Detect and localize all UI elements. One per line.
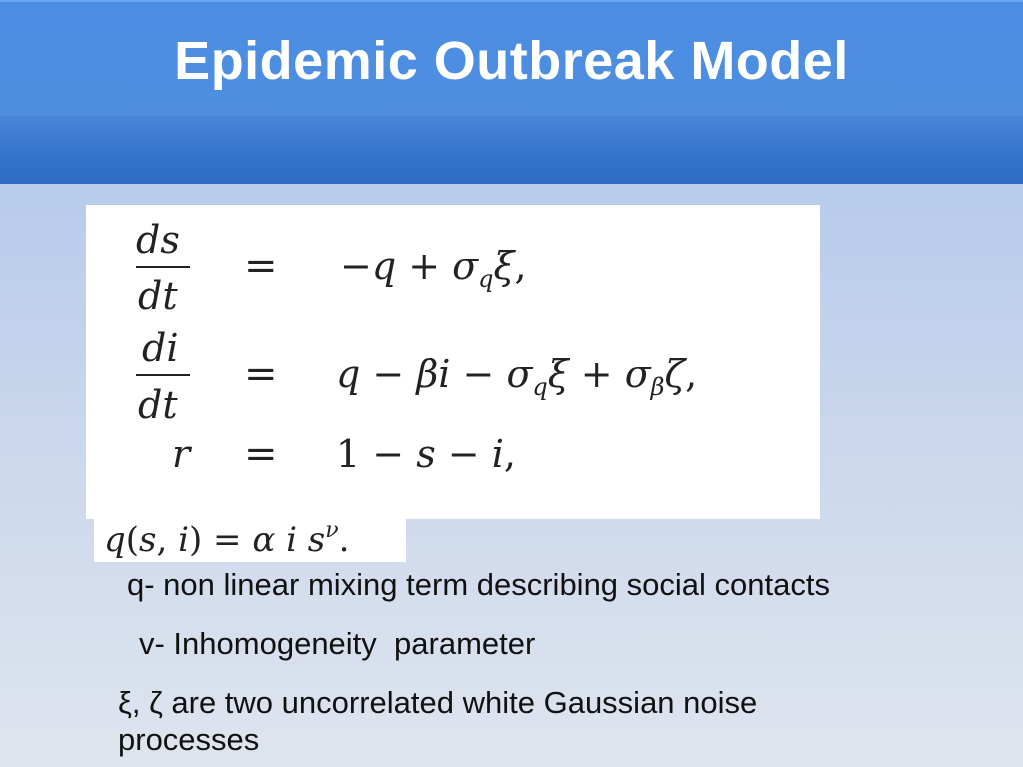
eq1-numerator: ds <box>136 218 180 262</box>
v-description: v- Inhomogeneity parameter <box>139 626 536 661</box>
eq2-denominator: dt <box>138 383 178 427</box>
equation-di-dt <box>136 326 697 427</box>
equation-ds-dt <box>136 218 527 318</box>
eq3-rhs: 1 − s − i, <box>336 432 516 476</box>
equation-system-image <box>86 205 820 519</box>
eq1-denominator: dt <box>138 274 178 318</box>
mixing-term-equation: q(s, i) = α i $s^\nu$. <box>104 519 350 560</box>
eq1-rhs: $-q + \sigma_q\xi$, <box>340 244 527 293</box>
noise-description: ξ, ζ are two uncorrelated white Gaussian noise processes <box>118 685 758 757</box>
eq2-rhs: $q - \beta i - \sigma_q\xi + \sigma_\beta\zeta$, <box>336 352 698 401</box>
eq1-equals: = <box>244 243 278 289</box>
equation-r <box>172 431 516 477</box>
eq3-equals: = <box>244 431 278 477</box>
title-band <box>0 116 1023 184</box>
eq3-lhs: r <box>172 432 191 476</box>
eq2-numerator: di <box>142 326 179 370</box>
mixing-term-equation-image <box>94 519 406 562</box>
slide-title: Epidemic Outbreak Model <box>174 31 849 91</box>
eq2-equals: = <box>244 351 278 397</box>
q-description: q- non linear mixing term describing social contacts <box>127 567 830 602</box>
